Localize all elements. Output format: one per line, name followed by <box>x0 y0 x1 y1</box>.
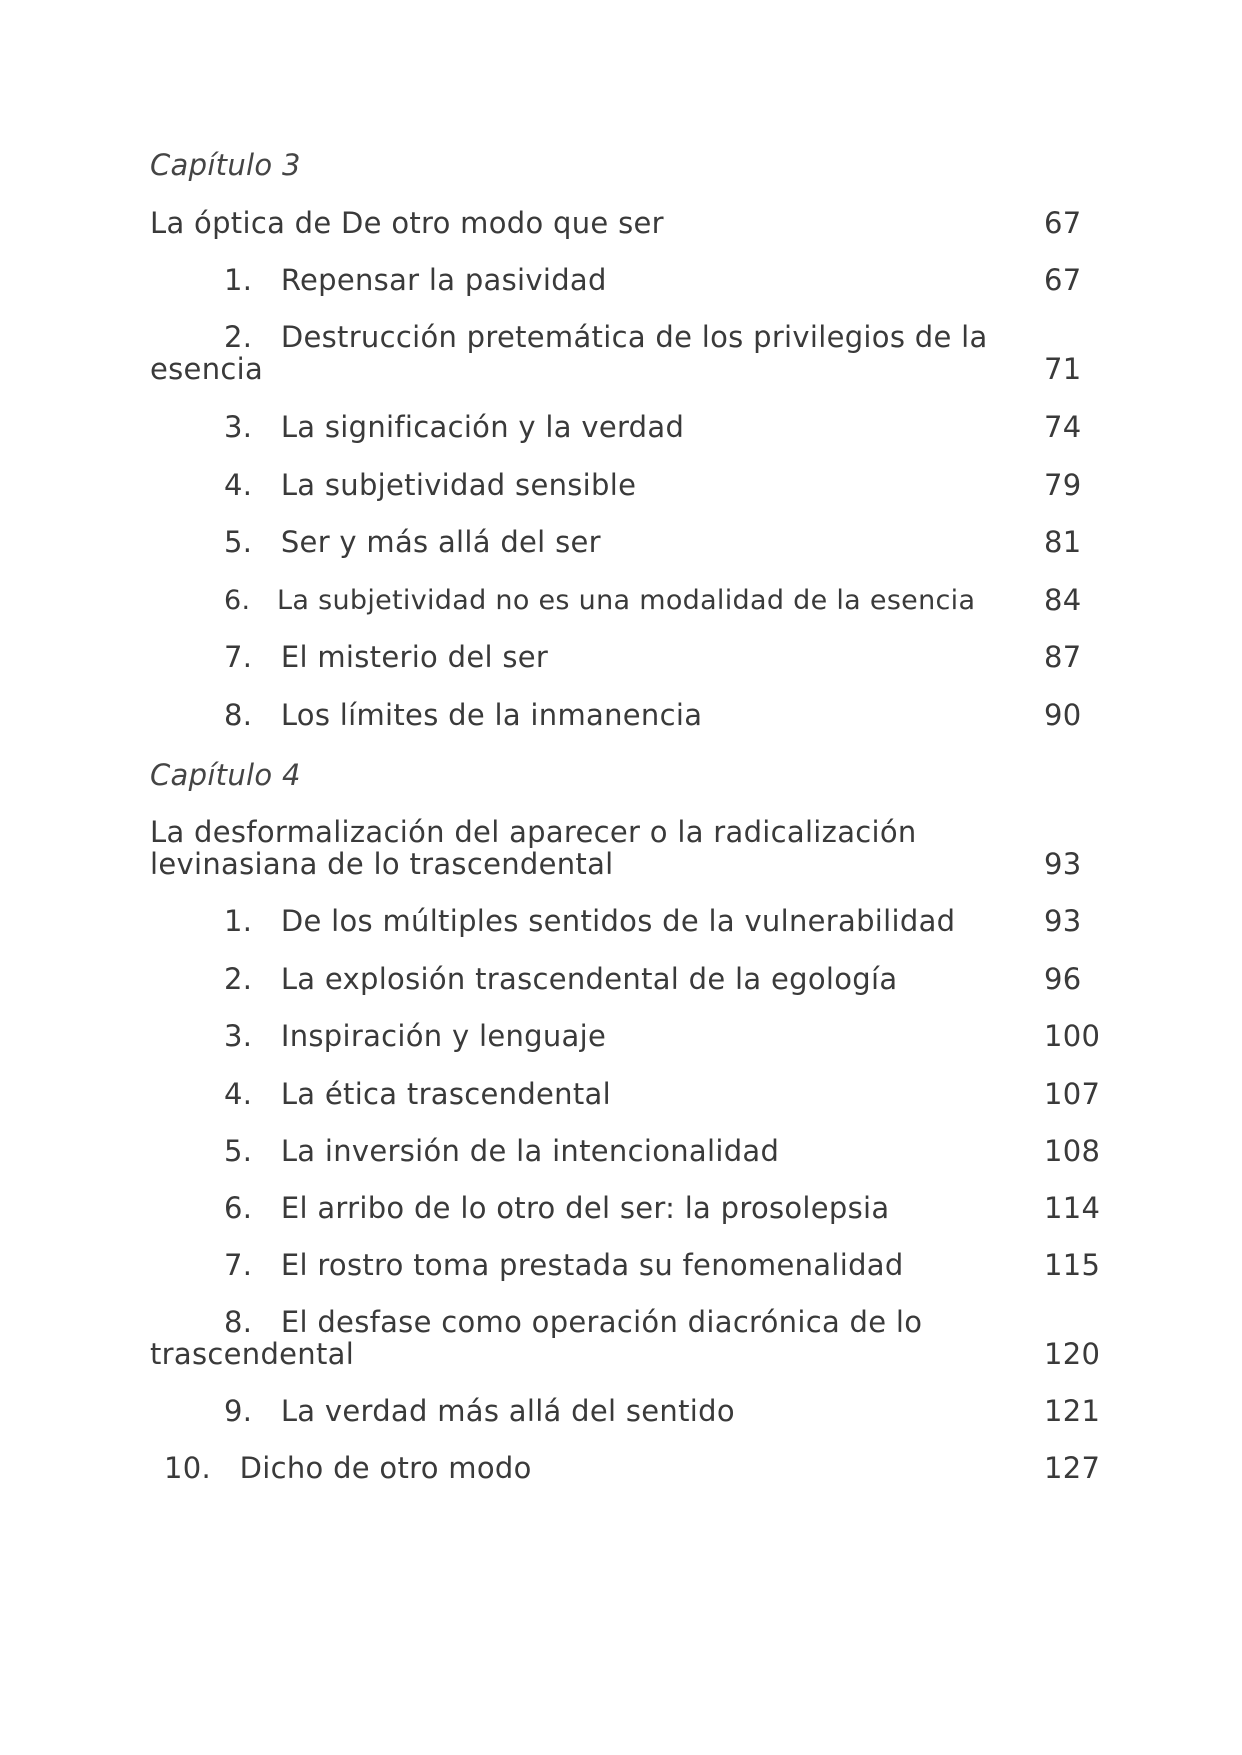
page-number: 93 <box>1044 904 1082 938</box>
page-number: 114 <box>1044 1191 1101 1225</box>
item-text-continuation: trascendental <box>150 1337 355 1371</box>
item-number: 3. <box>224 410 253 444</box>
item-number: 8. <box>224 1305 253 1339</box>
toc-item <box>224 1191 889 1225</box>
item-number: 8. <box>224 698 253 732</box>
item-text: Destrucción pretemática de los privilegios de la <box>280 320 988 354</box>
item-number: 7. <box>224 640 253 674</box>
toc-item <box>224 410 684 444</box>
item-text: La explosión trascendental de la egología <box>280 962 898 996</box>
item-number: 6. <box>224 585 251 616</box>
page-number: 84 <box>1044 583 1082 617</box>
page-number: 107 <box>1044 1077 1101 1111</box>
item-number: 5. <box>224 1134 253 1168</box>
item-text: La subjetividad sensible <box>280 468 637 502</box>
item-number: 1. <box>224 904 253 938</box>
item-text: Ser y más allá del ser <box>280 525 601 559</box>
toc-item <box>224 698 702 732</box>
item-text: Repensar la pasividad <box>280 263 607 297</box>
toc-item <box>224 1077 611 1111</box>
item-text: La significación y la verdad <box>280 410 685 444</box>
item-number: 2. <box>224 320 253 354</box>
page-number: 96 <box>1044 962 1082 996</box>
item-number: 6. <box>224 1191 253 1225</box>
item-text: La inversión de la intencionalidad <box>280 1134 780 1168</box>
chapter-title: La desformalización del aparecer o la radicalización <box>150 815 917 849</box>
toc-item <box>164 1451 532 1485</box>
item-text: El misterio del ser <box>280 640 549 674</box>
page-number: 81 <box>1044 525 1082 559</box>
page-number: 74 <box>1044 410 1082 444</box>
item-number: 3. <box>224 1019 253 1053</box>
toc-item <box>224 468 636 502</box>
toc-item <box>224 525 601 559</box>
page-number: 67 <box>1044 206 1082 240</box>
page-number: 79 <box>1044 468 1082 502</box>
toc-item <box>224 904 955 938</box>
page-number: 93 <box>1044 847 1082 881</box>
page-number: 127 <box>1044 1451 1101 1485</box>
item-text: La subjetividad no es una modalidad de la esencia <box>277 585 976 616</box>
item-text: De los múltiples sentidos de la vulnerabilidad <box>280 904 956 938</box>
toc-item <box>224 1019 606 1053</box>
item-text: Inspiración y lenguaje <box>280 1019 607 1053</box>
chapter-label: Capítulo 4 <box>150 758 301 792</box>
item-number: 1. <box>224 263 253 297</box>
toc-item <box>224 640 548 674</box>
page-number: 115 <box>1044 1248 1101 1282</box>
item-text: El arribo de lo otro del ser: la prosolepsia <box>280 1191 890 1225</box>
item-text: El rostro toma prestada su fenomenalidad <box>280 1248 904 1282</box>
toc-item <box>224 1134 779 1168</box>
item-number: 5. <box>224 525 253 559</box>
item-number: 4. <box>224 1077 253 1111</box>
item-number: 2. <box>224 962 253 996</box>
page-number: 71 <box>1044 352 1082 386</box>
toc-item <box>224 1248 904 1282</box>
page-number: 120 <box>1044 1337 1101 1371</box>
page-number: 87 <box>1044 640 1082 674</box>
item-text: La verdad más allá del sentido <box>280 1394 735 1428</box>
item-number: 4. <box>224 468 253 502</box>
item-text: Dicho de otro modo <box>239 1451 532 1485</box>
toc-item <box>224 1394 735 1428</box>
toc-item <box>224 1305 922 1339</box>
page-number: 90 <box>1044 698 1082 732</box>
toc-item <box>224 584 975 618</box>
page-number: 100 <box>1044 1019 1101 1053</box>
toc-item <box>224 263 607 297</box>
page-number: 67 <box>1044 263 1082 297</box>
item-text: Los límites de la inmanencia <box>280 698 703 732</box>
item-number: 7. <box>224 1248 253 1282</box>
chapter-label: Capítulo 3 <box>150 148 301 182</box>
item-text: El desfase como operación diacrónica de lo <box>280 1305 923 1339</box>
item-text: La ética trascendental <box>280 1077 611 1111</box>
page-number: 108 <box>1044 1134 1101 1168</box>
chapter-title: La óptica de De otro modo que ser <box>150 206 664 240</box>
item-number: 10. <box>164 1451 212 1485</box>
page-number: 121 <box>1044 1394 1101 1428</box>
chapter-title-continuation: levinasiana de lo trascendental <box>150 847 614 881</box>
toc-item <box>224 320 988 354</box>
item-number: 9. <box>224 1394 253 1428</box>
toc-item <box>224 962 897 996</box>
item-text-continuation: esencia <box>150 352 264 386</box>
